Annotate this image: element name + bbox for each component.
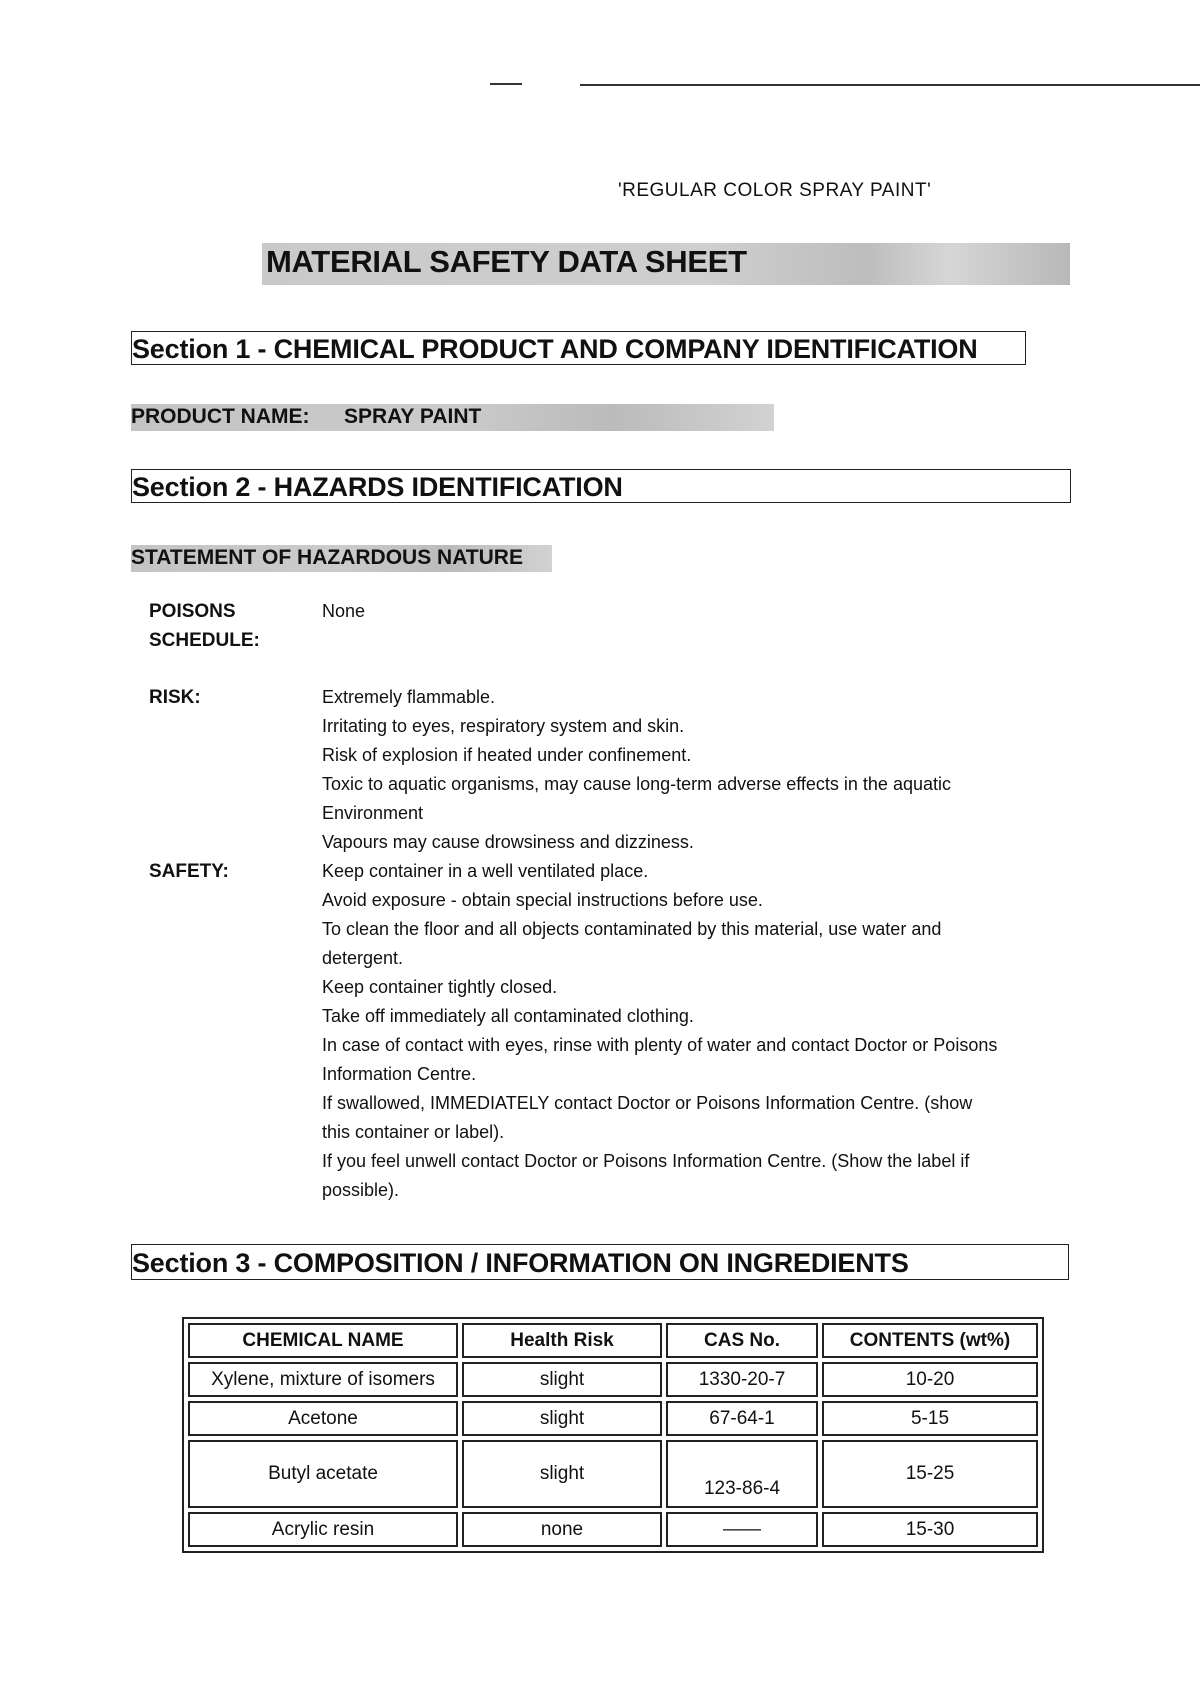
- section-3-heading: Section 3 - COMPOSITION / INFORMATION ON INGREDIENTS: [132, 1248, 909, 1278]
- safety-line: In case of contact with eyes, rinse with plenty of water and contact Doctor or Poisons: [322, 1035, 998, 1055]
- column-header-contents: CONTENTS (wt%): [822, 1323, 1038, 1358]
- table-row: [188, 1440, 1038, 1508]
- column-header-cas-no: CAS No.: [666, 1323, 818, 1358]
- section-1-heading: Section 1 - CHEMICAL PRODUCT AND COMPANY IDENTIFICATION: [132, 334, 978, 364]
- risk-line: Extremely flammable.: [322, 687, 496, 707]
- product-name-value: SPRAY PAINT: [344, 405, 482, 428]
- statement-heading: STATEMENT OF HAZARDOUS NATURE: [131, 546, 523, 569]
- safety-line: To clean the floor and all objects contaminated by this material, use water and: [322, 919, 942, 939]
- cell-cas-no: 1330-20-7: [666, 1362, 818, 1397]
- cell-contents: 15-30: [822, 1512, 1038, 1547]
- safety-label: SAFETY:: [149, 861, 229, 882]
- risk-line: Risk of explosion if heated under confinement.: [322, 745, 692, 765]
- cell-contents: 5-15: [822, 1401, 1038, 1436]
- cell-cas-no: ——: [666, 1512, 818, 1547]
- column-header-health-risk: Health Risk: [462, 1323, 662, 1358]
- safety-line: Information Centre.: [322, 1064, 477, 1084]
- cell-contents: 15-25: [822, 1440, 1038, 1508]
- cell-health-risk: none: [462, 1512, 662, 1547]
- safety-line: Avoid exposure - obtain special instructions before use.: [322, 890, 763, 910]
- document-title: MATERIAL SAFETY DATA SHEET: [266, 244, 747, 279]
- safety-line: detergent.: [322, 948, 404, 968]
- risk-line: Irritating to eyes, respiratory system and skin.: [322, 716, 685, 736]
- poisons-schedule-value: [322, 597, 1082, 626]
- cell-cas-no: 123-86-4: [666, 1440, 818, 1508]
- table-row: [188, 1401, 1038, 1436]
- cell-health-risk: slight: [462, 1401, 662, 1436]
- document-subtitle: 'REGULAR COLOR SPRAY PAINT': [618, 180, 932, 201]
- table-row: [188, 1362, 1038, 1397]
- cell-chemical-name: Acetone: [188, 1401, 458, 1436]
- risk-line: Vapours may cause drowsiness and dizziness.: [322, 832, 694, 852]
- cell-cas-no: 67-64-1: [666, 1401, 818, 1436]
- safety-line: If swallowed, IMMEDIATELY contact Doctor or Poisons Information Centre. (show: [322, 1093, 973, 1113]
- safety-line: If you feel unwell contact Doctor or Poisons Information Centre. (Show the label if: [322, 1151, 970, 1171]
- risk-label: RISK:: [149, 687, 201, 708]
- scan-line-top: [490, 83, 522, 85]
- safety-line: this container or label).: [322, 1122, 505, 1142]
- table-header-row: [188, 1323, 1038, 1358]
- cell-contents: 10-20: [822, 1362, 1038, 1397]
- risk-line: Environment: [322, 803, 424, 823]
- column-header-chemical-name: CHEMICAL NAME: [188, 1323, 458, 1358]
- safety-statements: [322, 857, 1082, 1205]
- poisons-label-line: SCHEDULE:: [149, 630, 260, 651]
- cell-health-risk: slight: [462, 1440, 662, 1508]
- ingredients-table: [182, 1317, 1044, 1553]
- table-row: [188, 1512, 1038, 1547]
- safety-line: possible).: [322, 1180, 400, 1200]
- cell-chemical-name: Acrylic resin: [188, 1512, 458, 1547]
- safety-line: Take off immediately all contaminated clothing.: [322, 1006, 694, 1026]
- safety-line: Keep container in a well ventilated place.: [322, 861, 649, 881]
- cell-chemical-name: Xylene, mixture of isomers: [188, 1362, 458, 1397]
- poisons-value: None: [322, 601, 366, 621]
- cell-chemical-name: Butyl acetate: [188, 1440, 458, 1508]
- scan-line-top: [580, 84, 1200, 86]
- section-2-heading: Section 2 - HAZARDS IDENTIFICATION: [132, 472, 623, 502]
- safety-line: Keep container tightly closed.: [322, 977, 558, 997]
- poisons-schedule-label: [149, 597, 260, 655]
- risk-line: Toxic to aquatic organisms, may cause long-term adverse effects in the aquatic: [322, 774, 951, 794]
- product-name-label: PRODUCT NAME:: [131, 405, 310, 428]
- risk-statements: [322, 683, 1082, 857]
- poisons-label-line: POISONS: [149, 601, 236, 622]
- cell-health-risk: slight: [462, 1362, 662, 1397]
